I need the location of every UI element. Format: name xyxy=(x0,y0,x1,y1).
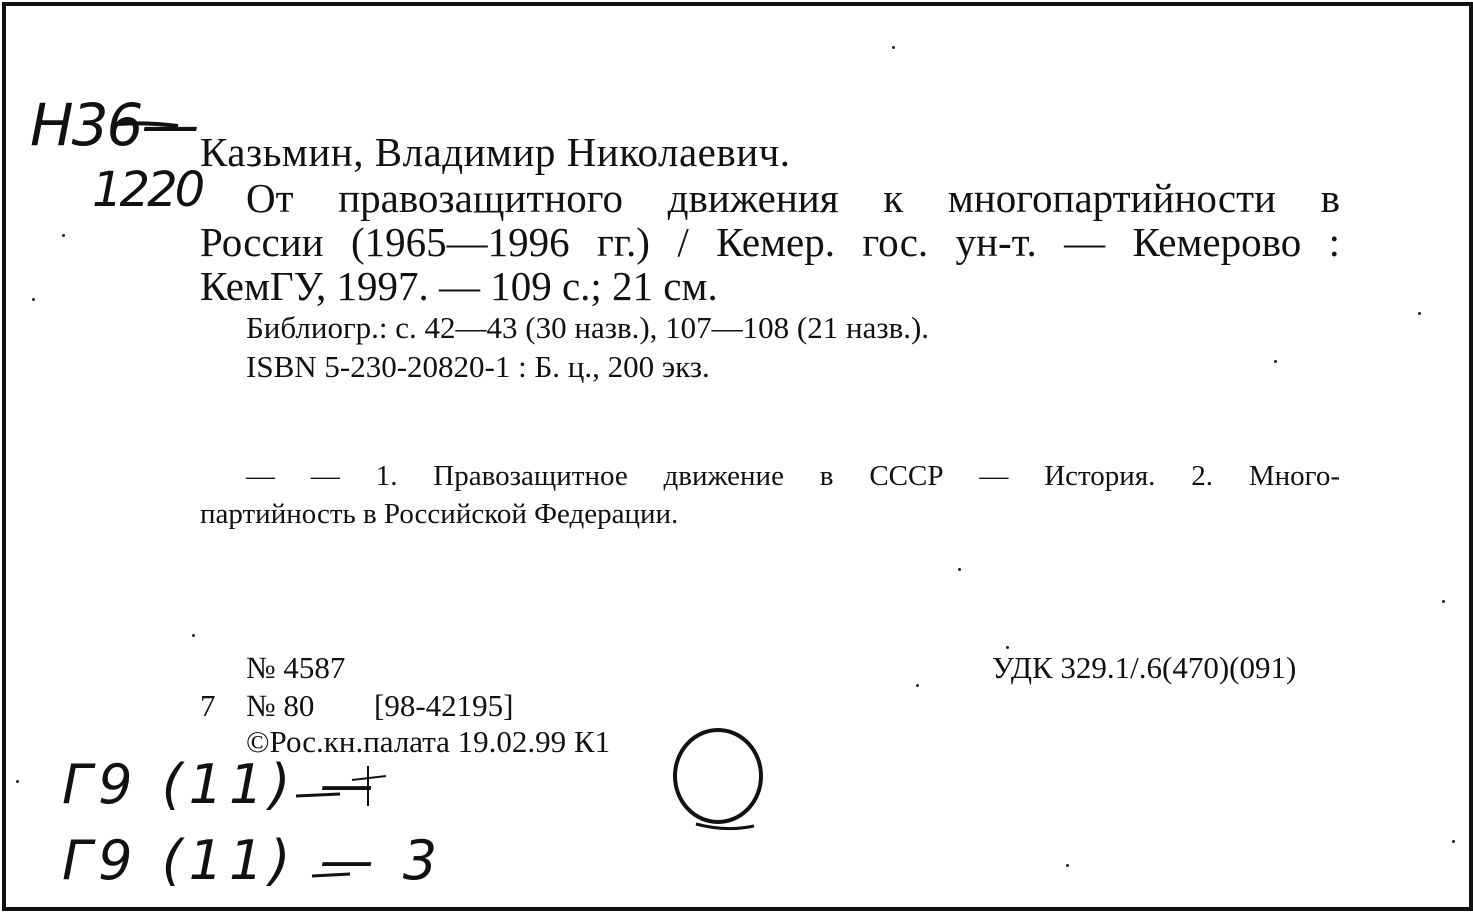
hand-marks-overlay xyxy=(6,6,1469,907)
subjects-line-1: — — 1. Правозащитное движение в СССР — История. 2. Много- xyxy=(246,460,1340,492)
card-prefix: 7 xyxy=(200,688,216,723)
call-number-line2: 1220 xyxy=(92,162,203,218)
title-line-1: От правозащитного движения к многопартийности в xyxy=(246,175,1340,221)
catalog-card xyxy=(2,2,1473,911)
card-number-2: № 80 xyxy=(246,688,315,723)
speck xyxy=(62,234,65,237)
speck xyxy=(1006,646,1009,649)
circle-stamp-mark xyxy=(675,730,761,822)
speck xyxy=(16,780,19,783)
call-number-dash-stroke xyxy=(118,123,178,126)
handwritten-dash-1 xyxy=(296,794,340,796)
speck xyxy=(32,298,35,301)
circle-stamp-tail xyxy=(696,824,754,829)
udk-code: УДК 329.1/.6(470)(091) xyxy=(992,650,1297,685)
title-line-3: КемГУ, 1997. — 109 с.; 21 см. xyxy=(200,263,718,309)
author-heading: Казьмин, Владимир Николаевич. xyxy=(200,129,791,175)
speck xyxy=(958,568,961,571)
speck xyxy=(1274,360,1277,363)
handwritten-note-1: Г9 (11) — xyxy=(62,753,380,816)
speck xyxy=(1066,864,1069,867)
speck xyxy=(1418,312,1421,315)
card-number: № 4587 xyxy=(246,650,346,685)
speck xyxy=(1442,600,1445,603)
speck xyxy=(192,634,195,637)
copyright-line: ©Рос.кн.палата 19.02.99 К1 xyxy=(246,724,611,759)
handwritten-note-2: Г9 (11) — 3 xyxy=(62,829,444,892)
speck xyxy=(892,46,895,49)
handwritten-mark-1 xyxy=(352,766,386,806)
isbn-note: ISBN 5-230-20820-1 : Б. ц., 200 экз. xyxy=(246,349,710,384)
speck xyxy=(916,684,919,687)
call-number-line1: Н36— xyxy=(30,91,198,159)
handwritten-dash-2 xyxy=(312,874,350,876)
title-line-2: России (1965—1996 гг.) / Кемер. гос. ун-т. — Кемерово : xyxy=(200,219,1340,265)
registration-number: [98-42195] xyxy=(374,688,514,723)
speck xyxy=(1452,840,1455,843)
bibliography-note: Библиогр.: с. 42—43 (30 назв.), 107—108 (21 назв.). xyxy=(246,310,930,345)
subjects-line-2: партийность в Российской Федерации. xyxy=(200,498,679,530)
